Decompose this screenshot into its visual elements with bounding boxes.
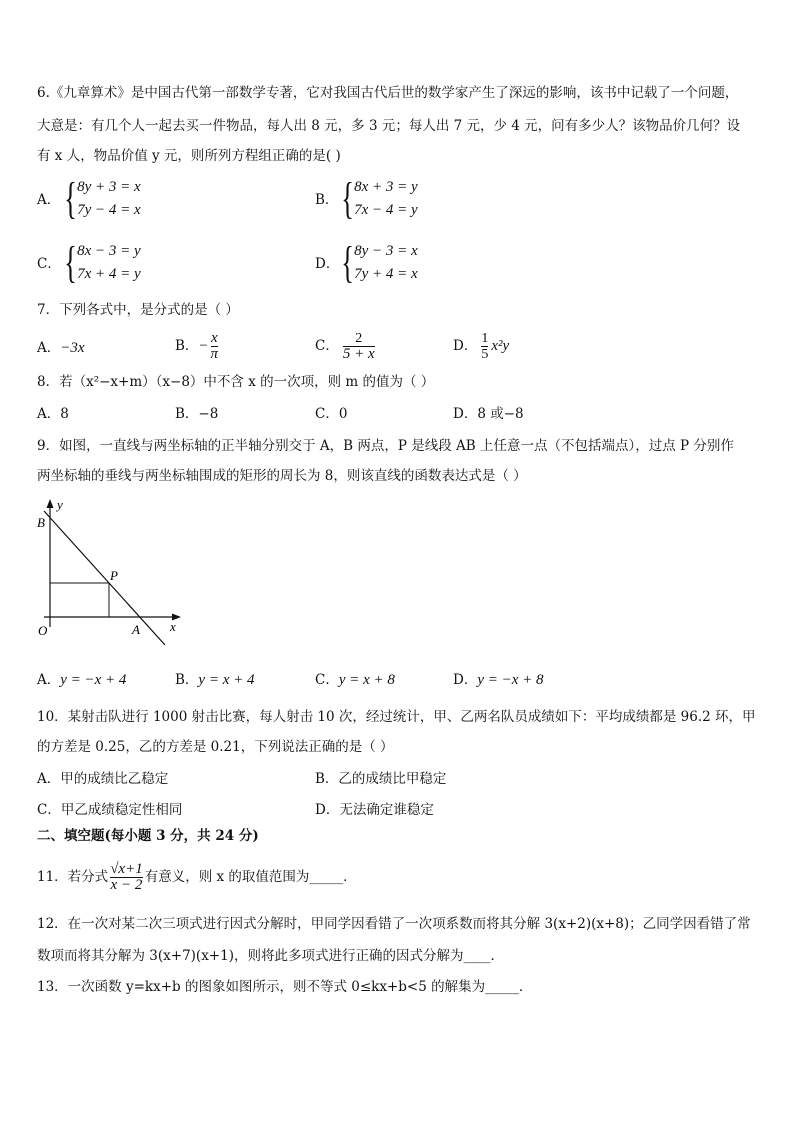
point-b-label: B bbox=[37, 515, 45, 530]
q11: 11．若分式 $\frac{√x+1}{x - 2}$ 有意义，则 x 的取值范围为_____． bbox=[37, 860, 357, 893]
line-ab bbox=[44, 511, 165, 645]
q9-figure bbox=[30, 495, 190, 650]
q9-option-b: B．y = x + 4 bbox=[175, 672, 255, 688]
q8-option-b: B．−8 bbox=[175, 406, 219, 422]
q12-line2: 数项而将其分解为 3(x+7)(x+1)，则将此多项式进行正确的因式分解为____． bbox=[37, 948, 504, 964]
q10-line1: 10．某射击队进行 1000 射击比赛，每人射击 10 次，经过统计，甲、乙两名队员成绩如下：平均成绩都是 96.2 环，甲 bbox=[37, 709, 756, 725]
q8-option-d: D．8 或−8 bbox=[453, 406, 524, 422]
point-a-label: A bbox=[132, 622, 140, 637]
q6-line3: 有 x 人，物品价值 y 元，则所列方程组正确的是( ) bbox=[37, 148, 341, 164]
q7-stem: 7．下列各式中，是分式的是（ ） bbox=[37, 302, 239, 318]
q10-option-b: B．乙的成绩比甲稳定 bbox=[315, 771, 447, 787]
q6-option-b-label: B． bbox=[315, 192, 339, 208]
q6-option-d-label: D． bbox=[315, 256, 340, 272]
q10-option-a: A．甲的成绩比乙稳定 bbox=[37, 771, 169, 787]
q8-stem: 8．若（x²−x+m）（x−8）中不含 x 的一次项，则 m 的值为（ ） bbox=[37, 374, 435, 390]
q8-option-a: A．8 bbox=[37, 406, 69, 422]
q6-line1: 6.《九章算术》是中国古代第一部数学专著，它对我国古代后世的数学家产生了深远的影响，该书中记载了一个问题， bbox=[37, 85, 739, 101]
q6-option-a-label: A． bbox=[37, 192, 61, 208]
point-p-label: P bbox=[110, 568, 118, 583]
q6-option-b-system: { 8x + 3 = y 7x − 4 = y bbox=[341, 174, 418, 223]
q6-line2: 大意是：有几个人一起去买一件物品，每人出 8 元，多 3 元；每人出 7 元，少 4 元，问有多少人？该物品价几何？设 bbox=[37, 118, 741, 134]
q9-option-d: D．y = −x + 8 bbox=[453, 672, 544, 688]
brace-icon: { bbox=[341, 238, 354, 287]
q6-option-d-system: { 8y − 3 = x 7y + 4 = x bbox=[341, 238, 418, 287]
q10-option-d: D．无法确定谁稳定 bbox=[315, 802, 434, 818]
q8-option-c: C．0 bbox=[315, 406, 348, 422]
q13: 13．一次函数 y=kx+b 的图象如图所示，则不等式 0≤kx+b<5 的解集为_____． bbox=[37, 979, 533, 995]
q9-line2: 两坐标轴的垂线与两坐标轴围成的矩形的周长为 8，则该直线的函数表达式是（ ） bbox=[37, 468, 527, 484]
q6-option-c-system: { 8x − 3 = y 7x + 4 = y bbox=[64, 238, 141, 287]
y-axis-label: y bbox=[57, 497, 63, 512]
origin-label: O bbox=[38, 623, 48, 638]
q10-line2: 的方差是 0.25，乙的方差是 0.21，下列说法正确的是（ ） bbox=[37, 739, 394, 755]
q10-option-c: C．甲乙成绩稳定性相同 bbox=[37, 802, 183, 818]
y-axis-arrow-icon bbox=[47, 499, 54, 508]
brace-icon: { bbox=[64, 238, 77, 287]
q6-option-a-system: { 8y + 3 = x 7y − 4 = x bbox=[64, 174, 141, 223]
x-axis-label: x bbox=[170, 619, 176, 634]
q6-option-c-label: C． bbox=[37, 256, 61, 272]
section-heading: 二、填空题(每小题 3 分，共 24 分) bbox=[37, 828, 259, 844]
q7-option-d: D． $\frac{1}{5}$ x²y bbox=[453, 330, 510, 362]
brace-icon: { bbox=[64, 174, 77, 223]
q7-option-a: A．−3x bbox=[37, 340, 85, 356]
q7-option-b: B． − $\frac{x}{\pi}$ bbox=[175, 329, 219, 362]
brace-icon: { bbox=[341, 174, 354, 223]
q9-option-a: A．y = −x + 4 bbox=[37, 672, 127, 688]
q12-line1: 12．在一次对某二次三项式进行因式分解时，甲同学因看错了一次项系数而将其分解 3(x+2)(x+8)；乙同学因看错了常 bbox=[37, 916, 751, 932]
q9-line1: 9．如图，一直线与两坐标轴的正半轴分别交于 A，B 两点，P 是线段 AB 上任意一点（不包括端点），过点 P 分别作 bbox=[37, 438, 734, 454]
q9-option-c: C．y = x + 8 bbox=[315, 672, 395, 688]
q7-option-c: C． $\frac{2}{5 + x}$ bbox=[315, 330, 375, 362]
